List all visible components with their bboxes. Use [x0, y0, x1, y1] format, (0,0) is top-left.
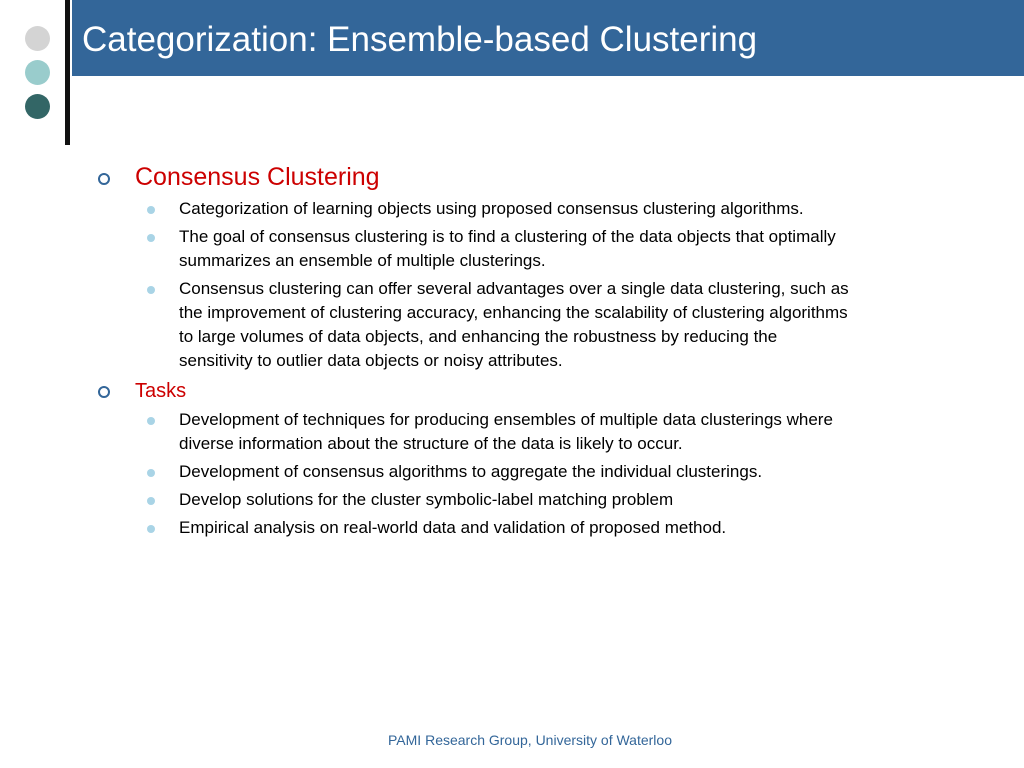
- decor-dot-dark-teal: [25, 94, 50, 119]
- list-item: [95, 225, 855, 273]
- dot-bullet-icon: [147, 417, 155, 425]
- list-item: [95, 408, 855, 456]
- list-item-text: Empirical analysis on real-world data and validation of proposed method.: [179, 518, 727, 537]
- list-item-text: The goal of consensus clustering is to find a clustering of the data objects that optimally summarizes an ensemble of multiple clusterings.: [179, 227, 836, 270]
- bullet-list-tasks: [95, 408, 855, 540]
- section-heading-tasks: [95, 378, 855, 404]
- list-item-text: Categorization of learning objects using proposed consensus clustering algorithms.: [179, 199, 804, 218]
- list-item: [95, 197, 855, 221]
- list-item: [95, 277, 855, 373]
- dot-bullet-icon: [147, 469, 155, 477]
- dot-bullet-icon: [147, 286, 155, 294]
- list-item-text: Development of techniques for producing ensembles of multiple data clusterings where diverse information about the structure of the data is likely to occur.: [179, 410, 833, 453]
- decor-dot-gray: [25, 26, 50, 51]
- section-heading-consensus: [95, 161, 855, 193]
- decor-vertical-line: [65, 0, 70, 145]
- list-item: [95, 516, 855, 540]
- section-heading-text: Tasks: [135, 380, 187, 402]
- dot-bullet-icon: [147, 497, 155, 505]
- decor-dot-light-teal: [25, 60, 50, 85]
- list-item: [95, 460, 855, 484]
- dot-bullet-icon: [147, 525, 155, 533]
- ring-bullet-icon: [98, 386, 110, 398]
- slide-title: Categorization: Ensemble-based Clustering: [82, 20, 758, 59]
- dot-bullet-icon: [147, 234, 155, 242]
- slide-footer: PAMI Research Group, University of Waterloo: [388, 732, 672, 748]
- list-item-text: Develop solutions for the cluster symbolic-label matching problem: [179, 490, 674, 509]
- title-bar: [72, 0, 1024, 76]
- bullet-list-consensus: [95, 197, 855, 373]
- list-item-text: Consensus clustering can offer several advantages over a single data clustering, such as the improvement of clustering accuracy, enhancing the scalability of clustering algorithms to large volumes of data objects, and enhancing the robustness by reducing the sensitivity to outlier data objects or noisy attributes.: [179, 279, 849, 370]
- section-heading-text: Consensus Clustering: [135, 163, 380, 191]
- list-item-text: Development of consensus algorithms to aggregate the individual clusterings.: [179, 462, 763, 481]
- ring-bullet-icon: [98, 173, 110, 185]
- slide-content: [95, 161, 855, 544]
- dot-bullet-icon: [147, 206, 155, 214]
- list-item: [95, 488, 855, 512]
